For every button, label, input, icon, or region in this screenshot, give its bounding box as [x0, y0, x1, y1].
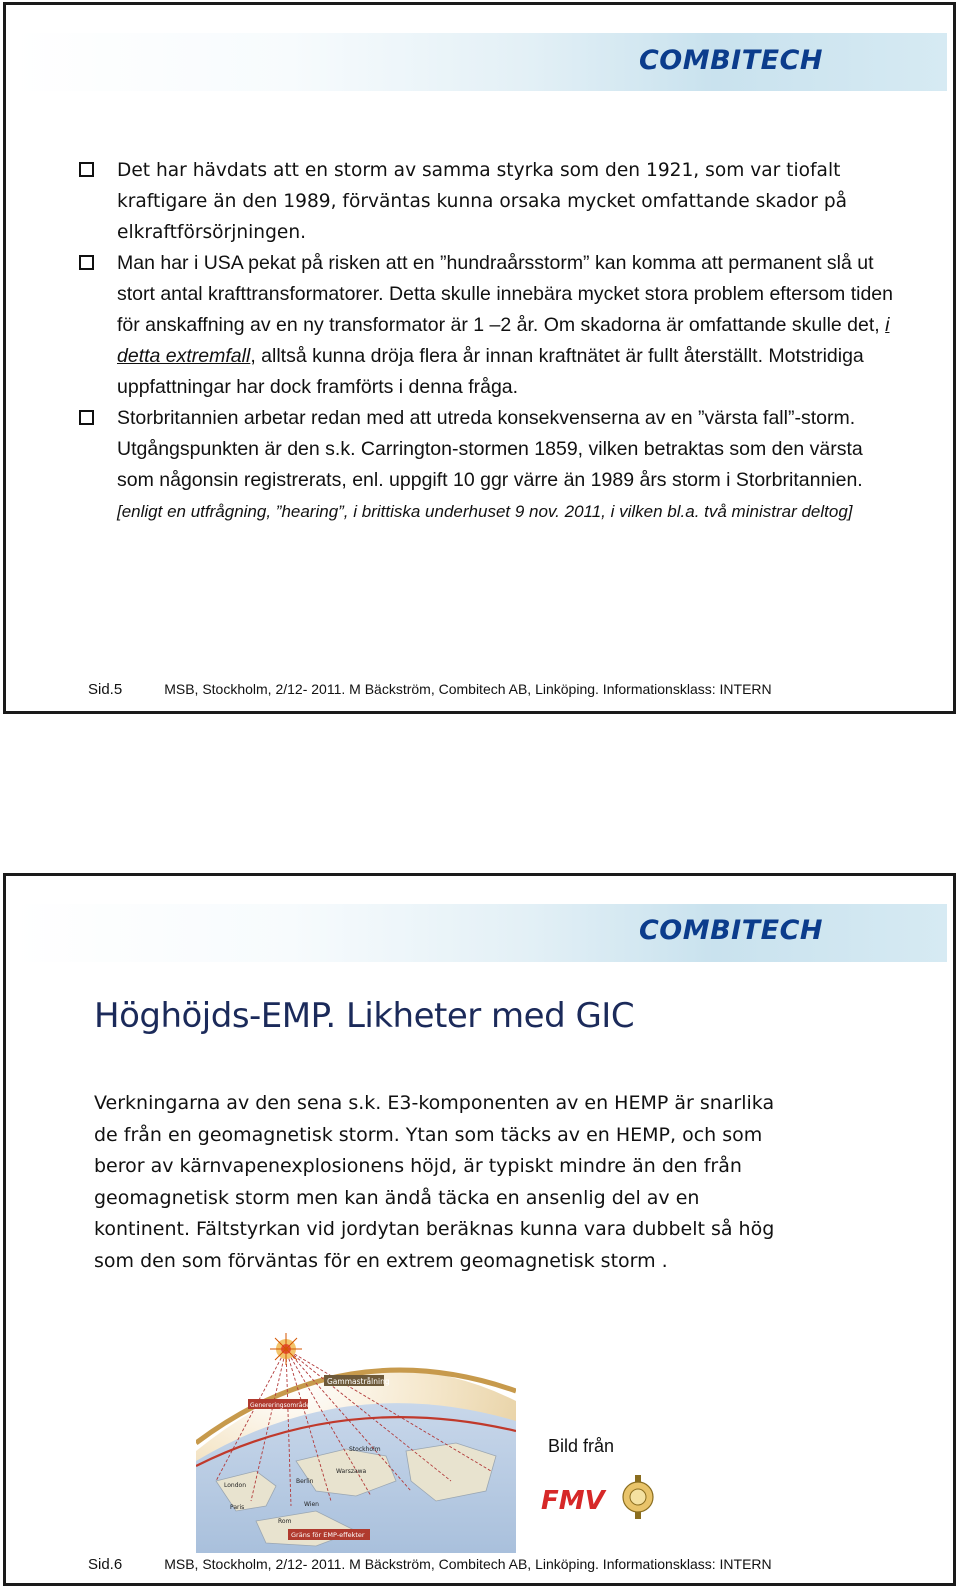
fmv-logo-text: FMV — [541, 1486, 605, 1516]
bullet-list — [79, 155, 899, 527]
slide-footer — [88, 681, 772, 698]
fmv-logo — [541, 1469, 656, 1524]
fmv-emblem-icon — [623, 1475, 653, 1519]
bullet-item — [79, 248, 899, 403]
footer-text: MSB, Stockholm, 2/12- 2011. M Bäckström, Combitech AB, Linköping. Informationsklass: INTERN — [164, 1556, 772, 1572]
map-city-stockholm: Stockholm — [349, 1446, 381, 1453]
image-credit: Bild från — [548, 1436, 615, 1456]
map-label-limit: Gräns för EMP-effekter — [291, 1531, 365, 1539]
bullet-text — [117, 248, 899, 403]
slide-5 — [3, 2, 956, 714]
map-city-berlin: Berlin — [296, 1478, 314, 1485]
slide-6 — [3, 873, 956, 1586]
bullet-text — [117, 403, 899, 527]
checkbox-bullet-icon — [79, 410, 94, 425]
page-number: Sid.6 — [88, 1556, 123, 1573]
footer-text: MSB, Stockholm, 2/12- 2011. M Bäckström, Combitech AB, Linköping. Informationsklass: INTERN — [164, 681, 772, 697]
checkbox-bullet-icon — [79, 255, 94, 270]
bullet-text-part: Man har i USA pekat på risken att en ”hundraårsstorm” kan komma att permanent slå ut stort antal krafttransformatorer. Detta skulle innebära mycket stora problem eftersom tiden för anskaffning av en ny transformator är 1 –2 år. Om skadorna är omfattande skulle det, — [117, 252, 894, 336]
map-city-warszawa: Warszawa — [336, 1468, 367, 1475]
slide-title: Höghöjds-EMP. Likheter med GIC — [94, 996, 635, 1036]
bullet-text-part: , alltså kunna dröja flera år innan kraftnätet är fullt återställt. Motstridiga uppfattningar har dock framförts i denna fråga. — [117, 345, 864, 398]
emphasis-text: i detta extremfall — [117, 314, 890, 367]
map-city-rom: Rom — [278, 1518, 292, 1525]
map-label-generation: Genereringsområde — [250, 1402, 310, 1409]
hemp-europe-map-illustration — [196, 1331, 516, 1553]
map-city-paris: Paris — [230, 1504, 245, 1511]
reference-note: [enligt en utfrågning, ”hearing”, i brittiska underhuset 9 nov. 2011, i vilken bl.a. två ministrar deltog] — [117, 502, 853, 521]
combitech-logo: COMBITECH — [638, 45, 823, 76]
bullet-text: Det har hävdats att en storm av samma styrka som den 1921, som var tiofalt kraftigare än den 1989, förväntas kunna orsaka mycket omfattande skador på elkraftförsörjningen. — [117, 160, 848, 243]
page-number: Sid.5 — [88, 681, 123, 698]
bullet-item — [79, 155, 899, 248]
slide-footer — [88, 1556, 772, 1573]
map-city-london: London — [224, 1482, 246, 1489]
bullet-item — [79, 403, 899, 527]
combitech-logo: COMBITECH — [638, 915, 823, 946]
map-label-gamma: Gammastrålning — [327, 1377, 390, 1386]
checkbox-bullet-icon — [79, 162, 94, 177]
body-paragraph: Verkningarna av den sena s.k. E3-komponenten av en HEMP är snarlika de från en geomagnetisk storm. Ytan som täcks av en HEMP, och som beror av kärnvapenexplosionens höjd, är typiskt mindre än den från geomagnetisk storm men kan ändå täcka en ansenlig del av en kontinent. Fältstyrkan vid jordytan beräknas kunna vara dubbelt så hög som den som förväntas för en extrem geomagnetisk storm . — [94, 1092, 775, 1272]
map-city-wien: Wien — [304, 1501, 319, 1508]
bullet-text-part: Storbritannien arbetar redan med att utreda konsekvenserna av en ”värsta fall”-storm. Utgångspunkten är den s.k. Carrington-stormen 1859, vilken betraktas som den värsta som någonsin registrerats, enl. uppgift 10 ggr värre än 1989 års storm i Storbritannien. — [117, 407, 863, 491]
